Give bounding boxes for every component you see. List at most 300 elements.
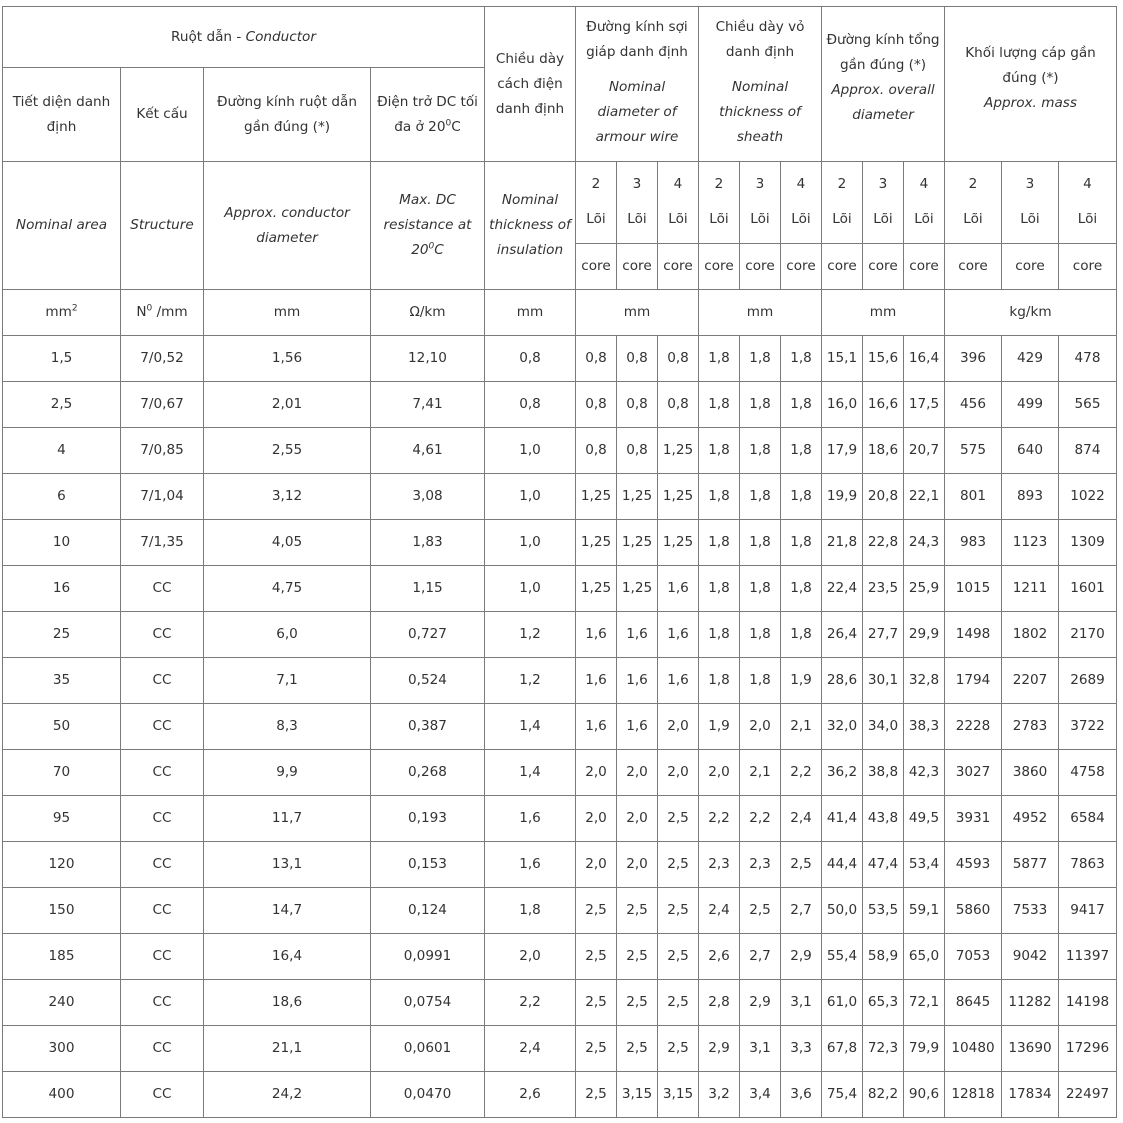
table-row xyxy=(3,934,1117,980)
table-cell: 22,4 xyxy=(822,566,863,612)
table-cell: 0,153 xyxy=(371,842,485,888)
table-cell: 70 xyxy=(3,750,121,796)
table-cell: 1,8 xyxy=(740,428,781,474)
area-header-vi: Tiết diện danh định xyxy=(3,68,121,162)
table-cell: 1,8 xyxy=(740,336,781,382)
table-cell: 53,5 xyxy=(863,888,904,934)
dc-resistance-header-en: Max. DC resistance at $20^0C$ xyxy=(371,162,485,290)
table-cell: 2,3 xyxy=(740,842,781,888)
table-cell: 7,1 xyxy=(204,658,371,704)
overall-core-label: core xyxy=(904,244,945,290)
conductor-group-header: Ruột dẫn - Conductor xyxy=(3,7,485,68)
units-row xyxy=(3,290,1117,336)
table-row xyxy=(3,750,1117,796)
table-cell: 55,4 xyxy=(822,934,863,980)
table-cell: 1,25 xyxy=(658,520,699,566)
table-cell: 13690 xyxy=(1002,1026,1059,1072)
mass-core-label: core xyxy=(1059,244,1117,290)
table-cell: 14198 xyxy=(1059,980,1117,1026)
table-cell: 2,0 xyxy=(576,796,617,842)
table-cell: 2,5 xyxy=(658,796,699,842)
table-cell: 12,10 xyxy=(371,336,485,382)
mass-core-count-4: 4 Lõi xyxy=(1059,162,1117,244)
table-cell: CC xyxy=(121,704,204,750)
table-row xyxy=(3,382,1117,428)
table-cell: 429 xyxy=(1002,336,1059,382)
table-cell: 1,25 xyxy=(658,428,699,474)
table-cell: 1,56 xyxy=(204,336,371,382)
table-cell: 42,3 xyxy=(904,750,945,796)
unit-mass: kg/km xyxy=(945,290,1117,336)
table-cell: 16,4 xyxy=(204,934,371,980)
table-row xyxy=(3,842,1117,888)
overall-core-label: core xyxy=(822,244,863,290)
table-cell: 11,7 xyxy=(204,796,371,842)
table-cell: 2,7 xyxy=(781,888,822,934)
table-cell: 1,25 xyxy=(576,520,617,566)
table-cell: CC xyxy=(121,796,204,842)
sheath-core-count-4: 4 Lõi xyxy=(781,162,822,244)
table-cell: 4 xyxy=(3,428,121,474)
table-cell: 44,4 xyxy=(822,842,863,888)
table-cell: 150 xyxy=(3,888,121,934)
table-cell: 0,8 xyxy=(576,336,617,382)
table-cell: 2,1 xyxy=(781,704,822,750)
table-row xyxy=(3,704,1117,750)
table-cell: 19,9 xyxy=(822,474,863,520)
table-cell: 2,5 xyxy=(658,980,699,1026)
table-cell: 1,6 xyxy=(617,612,658,658)
table-cell: 1,8 xyxy=(740,382,781,428)
table-cell: 6,0 xyxy=(204,612,371,658)
table-cell: 1498 xyxy=(945,612,1002,658)
table-cell: 0,8 xyxy=(576,428,617,474)
table-cell: 90,6 xyxy=(904,1072,945,1118)
table-cell: 4952 xyxy=(1002,796,1059,842)
table-cell: 1,6 xyxy=(617,658,658,704)
table-cell: 2783 xyxy=(1002,704,1059,750)
table-cell: 16,6 xyxy=(863,382,904,428)
table-row xyxy=(3,428,1117,474)
unit-conductor-diameter: mm xyxy=(204,290,371,336)
armour-core-count-2: 2 Lõi xyxy=(576,162,617,244)
table-cell: 7053 xyxy=(945,934,1002,980)
table-cell: CC xyxy=(121,750,204,796)
overall-core-count-3: 3 Lõi xyxy=(863,162,904,244)
table-cell: 36,2 xyxy=(822,750,863,796)
table-row xyxy=(3,888,1117,934)
table-cell: 2,3 xyxy=(699,842,740,888)
table-cell: 3027 xyxy=(945,750,1002,796)
table-cell: 50 xyxy=(3,704,121,750)
armour-core-count-4: 4 Lõi xyxy=(658,162,699,244)
table-cell: 1794 xyxy=(945,658,1002,704)
table-cell: 3,15 xyxy=(617,1072,658,1118)
table-cell: 95 xyxy=(3,796,121,842)
table-cell: 1,25 xyxy=(617,566,658,612)
sheath-core-count-2: 2 Lõi xyxy=(699,162,740,244)
table-cell: 2170 xyxy=(1059,612,1117,658)
table-cell: 2,5 xyxy=(576,934,617,980)
table-cell: 1,8 xyxy=(781,566,822,612)
table-cell: 14,7 xyxy=(204,888,371,934)
table-cell: 1,8 xyxy=(740,658,781,704)
table-cell: 2,55 xyxy=(204,428,371,474)
table-cell: 30,1 xyxy=(863,658,904,704)
table-cell: 3,15 xyxy=(658,1072,699,1118)
table-cell: 7,41 xyxy=(371,382,485,428)
mass-header: Khối lượng cáp gần đúng (*) Approx. mass xyxy=(945,7,1117,162)
table-cell: 7/1,04 xyxy=(121,474,204,520)
table-cell: 0,387 xyxy=(371,704,485,750)
table-cell: 1802 xyxy=(1002,612,1059,658)
table-cell: 2,2 xyxy=(485,980,576,1026)
header-row-1 xyxy=(3,7,1117,68)
table-cell: 1,8 xyxy=(781,428,822,474)
table-cell: 6 xyxy=(3,474,121,520)
table-cell: 24,2 xyxy=(204,1072,371,1118)
table-cell: 25 xyxy=(3,612,121,658)
unit-overall-diameter: mm xyxy=(822,290,945,336)
table-cell: 1,6 xyxy=(485,796,576,842)
table-cell: 2,7 xyxy=(740,934,781,980)
mass-core-count-3: 3 Lõi xyxy=(1002,162,1059,244)
table-cell: CC xyxy=(121,888,204,934)
table-cell: 28,6 xyxy=(822,658,863,704)
table-cell: 2,2 xyxy=(781,750,822,796)
structure-header-vi: Kết cấu xyxy=(121,68,204,162)
table-cell: 1,8 xyxy=(699,336,740,382)
table-row xyxy=(3,520,1117,566)
table-cell: 2,5 xyxy=(617,1026,658,1072)
table-cell: 2207 xyxy=(1002,658,1059,704)
table-cell: 10 xyxy=(3,520,121,566)
table-cell: 2,5 xyxy=(576,980,617,1026)
table-cell: 79,9 xyxy=(904,1026,945,1072)
table-cell: 7/0,52 xyxy=(121,336,204,382)
table-cell: 2,5 xyxy=(576,1026,617,1072)
table-cell: 400 xyxy=(3,1072,121,1118)
table-cell: 3,08 xyxy=(371,474,485,520)
table-cell: 2,5 xyxy=(576,888,617,934)
table-cell: 4593 xyxy=(945,842,1002,888)
table-cell: 3,12 xyxy=(204,474,371,520)
mass-core-label: core xyxy=(945,244,1002,290)
table-cell: 1,6 xyxy=(576,612,617,658)
table-cell: 35 xyxy=(3,658,121,704)
armour-core-label: core xyxy=(576,244,617,290)
table-cell: 75,4 xyxy=(822,1072,863,1118)
table-cell: 0,193 xyxy=(371,796,485,842)
table-cell: 16 xyxy=(3,566,121,612)
conductor-diameter-header-vi: Đường kính ruột dẫn gần đúng (*) xyxy=(204,68,371,162)
insulation-header-vi: Chiều dày cách điện danh định xyxy=(485,7,576,162)
table-cell: 43,8 xyxy=(863,796,904,842)
table-cell: 1,8 xyxy=(740,566,781,612)
table-cell: CC xyxy=(121,1072,204,1118)
table-cell: 38,3 xyxy=(904,704,945,750)
table-row xyxy=(3,612,1117,658)
table-cell: 0,0991 xyxy=(371,934,485,980)
table-cell: 575 xyxy=(945,428,1002,474)
table-cell: 1,8 xyxy=(781,520,822,566)
table-cell: 2,5 xyxy=(617,980,658,1026)
armour-header: Đường kính sợi giáp danh định Nominal diameter of armour wire xyxy=(576,7,699,162)
table-cell: 17,9 xyxy=(822,428,863,474)
table-cell: 1,6 xyxy=(617,704,658,750)
table-cell: 1,8 xyxy=(699,520,740,566)
table-cell: 2,5 xyxy=(658,934,699,980)
table-cell: 1,8 xyxy=(699,566,740,612)
table-cell: 47,4 xyxy=(863,842,904,888)
table-cell: 1,8 xyxy=(781,382,822,428)
unit-dc-resistance: Ω/km xyxy=(371,290,485,336)
table-row xyxy=(3,1072,1117,1118)
table-cell: 1,8 xyxy=(699,428,740,474)
table-cell: 0,8 xyxy=(617,336,658,382)
table-cell: 11397 xyxy=(1059,934,1117,980)
table-cell: 1,15 xyxy=(371,566,485,612)
table-cell: 20,8 xyxy=(863,474,904,520)
sheath-core-count-3: 3 Lõi xyxy=(740,162,781,244)
table-cell: 1,8 xyxy=(699,658,740,704)
table-cell: 1015 xyxy=(945,566,1002,612)
table-cell: 8645 xyxy=(945,980,1002,1026)
table-cell: 17,5 xyxy=(904,382,945,428)
table-cell: 1211 xyxy=(1002,566,1059,612)
overall-diameter-header: Đường kính tổng gần đúng (*) Approx. overall diameter xyxy=(822,7,945,162)
table-cell: 1309 xyxy=(1059,520,1117,566)
table-cell: 1,2 xyxy=(485,612,576,658)
table-cell: CC xyxy=(121,1026,204,1072)
table-cell: 1,6 xyxy=(658,612,699,658)
table-cell: 18,6 xyxy=(863,428,904,474)
table-cell: 1,8 xyxy=(699,382,740,428)
table-cell: 2,0 xyxy=(617,750,658,796)
table-cell: 0,8 xyxy=(658,336,699,382)
table-cell: 5877 xyxy=(1002,842,1059,888)
table-cell: 2,0 xyxy=(617,842,658,888)
sheath-core-label: core xyxy=(740,244,781,290)
table-cell: 6584 xyxy=(1059,796,1117,842)
table-cell: 0,8 xyxy=(485,336,576,382)
table-cell: 893 xyxy=(1002,474,1059,520)
table-cell: 2,5 xyxy=(740,888,781,934)
table-cell: 0,8 xyxy=(485,382,576,428)
table-cell: 7/0,67 xyxy=(121,382,204,428)
table-cell: 1,9 xyxy=(699,704,740,750)
table-cell: 65,0 xyxy=(904,934,945,980)
sheath-core-label: core xyxy=(781,244,822,290)
table-cell: 2,5 xyxy=(658,842,699,888)
table-cell: 0,8 xyxy=(576,382,617,428)
table-cell: 2,0 xyxy=(699,750,740,796)
table-cell: 1,9 xyxy=(781,658,822,704)
table-cell: 1,6 xyxy=(576,658,617,704)
table-cell: 1,8 xyxy=(781,336,822,382)
table-cell: 4,05 xyxy=(204,520,371,566)
unit-area: $mm^2$ xyxy=(3,290,121,336)
table-cell: 7/0,85 xyxy=(121,428,204,474)
table-cell: 23,5 xyxy=(863,566,904,612)
mass-core-label: core xyxy=(1002,244,1059,290)
table-cell: 1,8 xyxy=(740,612,781,658)
table-cell: 0,727 xyxy=(371,612,485,658)
table-cell: 9042 xyxy=(1002,934,1059,980)
table-cell: 0,8 xyxy=(617,382,658,428)
unit-armour: mm xyxy=(576,290,699,336)
table-cell: 2,6 xyxy=(485,1072,576,1118)
table-cell: 24,3 xyxy=(904,520,945,566)
table-cell: 1,8 xyxy=(781,474,822,520)
overall-core-count-2: 2 Lõi xyxy=(822,162,863,244)
table-cell: 9,9 xyxy=(204,750,371,796)
table-cell: 22,1 xyxy=(904,474,945,520)
table-cell: 4758 xyxy=(1059,750,1117,796)
unit-sheath: mm xyxy=(699,290,822,336)
table-cell: 1,6 xyxy=(658,658,699,704)
table-cell: 13,1 xyxy=(204,842,371,888)
table-cell: 2,6 xyxy=(699,934,740,980)
table-row xyxy=(3,980,1117,1026)
table-cell: 1,6 xyxy=(658,566,699,612)
armour-core-label: core xyxy=(617,244,658,290)
table-cell: 65,3 xyxy=(863,980,904,1026)
cable-spec-table xyxy=(2,6,1117,1118)
table-cell: 2,2 xyxy=(740,796,781,842)
table-row xyxy=(3,336,1117,382)
overall-core-label: core xyxy=(863,244,904,290)
table-row xyxy=(3,566,1117,612)
table-cell: 2,4 xyxy=(699,888,740,934)
table-cell: 2,0 xyxy=(617,796,658,842)
table-cell: 1,0 xyxy=(485,428,576,474)
table-cell: 26,4 xyxy=(822,612,863,658)
table-cell: 2,0 xyxy=(658,704,699,750)
table-cell: 3,6 xyxy=(781,1072,822,1118)
table-cell: 1,0 xyxy=(485,520,576,566)
area-header-en: Nominal area xyxy=(3,162,121,290)
table-cell: CC xyxy=(121,934,204,980)
table-cell: 2,8 xyxy=(699,980,740,1026)
table-cell: 0,268 xyxy=(371,750,485,796)
table-cell: 1601 xyxy=(1059,566,1117,612)
table-cell: 7863 xyxy=(1059,842,1117,888)
table-cell: 16,4 xyxy=(904,336,945,382)
table-body xyxy=(3,7,1117,1118)
table-cell: 1,25 xyxy=(576,474,617,520)
overall-core-count-4: 4 Lõi xyxy=(904,162,945,244)
table-cell: 1,5 xyxy=(3,336,121,382)
table-cell: CC xyxy=(121,658,204,704)
table-cell: 1,25 xyxy=(658,474,699,520)
table-cell: 25,9 xyxy=(904,566,945,612)
table-cell: 10480 xyxy=(945,1026,1002,1072)
table-cell: 17296 xyxy=(1059,1026,1117,1072)
table-cell: 1,0 xyxy=(485,474,576,520)
table-cell: 2,9 xyxy=(781,934,822,980)
table-cell: 640 xyxy=(1002,428,1059,474)
table-cell: 1,25 xyxy=(617,520,658,566)
table-cell: 3,3 xyxy=(781,1026,822,1072)
table-cell: 53,4 xyxy=(904,842,945,888)
table-cell: 49,5 xyxy=(904,796,945,842)
table-cell: 3,1 xyxy=(781,980,822,1026)
table-cell: 2,01 xyxy=(204,382,371,428)
table-cell: 1,6 xyxy=(576,704,617,750)
table-cell: 11282 xyxy=(1002,980,1059,1026)
table-cell: 15,6 xyxy=(863,336,904,382)
table-cell: 1,8 xyxy=(485,888,576,934)
mass-core-count-2: 2 Lõi xyxy=(945,162,1002,244)
table-cell: 2,9 xyxy=(740,980,781,1026)
table-cell: 61,0 xyxy=(822,980,863,1026)
table-cell: 2,5 xyxy=(576,1072,617,1118)
table-cell: 1,25 xyxy=(617,474,658,520)
table-cell: 4,75 xyxy=(204,566,371,612)
table-cell: 5860 xyxy=(945,888,1002,934)
table-cell: 34,0 xyxy=(863,704,904,750)
table-cell: 1,0 xyxy=(485,566,576,612)
table-cell: 72,3 xyxy=(863,1026,904,1072)
table-cell: 9417 xyxy=(1059,888,1117,934)
table-cell: 32,8 xyxy=(904,658,945,704)
table-row xyxy=(3,1026,1117,1072)
table-cell: 22497 xyxy=(1059,1072,1117,1118)
table-cell: 72,1 xyxy=(904,980,945,1026)
table-row xyxy=(3,474,1117,520)
table-row xyxy=(3,658,1117,704)
table-cell: 82,2 xyxy=(863,1072,904,1118)
table-cell: 0,124 xyxy=(371,888,485,934)
table-cell: 38,8 xyxy=(863,750,904,796)
table-cell: 499 xyxy=(1002,382,1059,428)
table-cell: 2228 xyxy=(945,704,1002,750)
table-cell: 1,8 xyxy=(699,474,740,520)
table-cell: 2,1 xyxy=(740,750,781,796)
table-cell: 12818 xyxy=(945,1072,1002,1118)
table-cell: 874 xyxy=(1059,428,1117,474)
table-cell: 1,25 xyxy=(576,566,617,612)
insulation-header-en: Nominal thickness of insulation xyxy=(485,162,576,290)
sheath-core-label: core xyxy=(699,244,740,290)
table-cell: 0,8 xyxy=(617,428,658,474)
table-cell: 29,9 xyxy=(904,612,945,658)
table-cell: 2,0 xyxy=(576,842,617,888)
table-cell: 32,0 xyxy=(822,704,863,750)
table-cell: 185 xyxy=(3,934,121,980)
header-row-3 xyxy=(3,162,1117,244)
sheath-header: Chiều dày vỏ danh định Nominal thickness of sheath xyxy=(699,7,822,162)
table-cell: 396 xyxy=(945,336,1002,382)
table-cell: 456 xyxy=(945,382,1002,428)
table-cell: 50,0 xyxy=(822,888,863,934)
table-row xyxy=(3,796,1117,842)
table-cell: 2,2 xyxy=(699,796,740,842)
table-cell: 300 xyxy=(3,1026,121,1072)
table-cell: 2,0 xyxy=(576,750,617,796)
table-cell: 0,524 xyxy=(371,658,485,704)
table-cell: 565 xyxy=(1059,382,1117,428)
table-cell: 2,0 xyxy=(740,704,781,750)
table-cell: 3860 xyxy=(1002,750,1059,796)
table-cell: 41,4 xyxy=(822,796,863,842)
table-cell: CC xyxy=(121,612,204,658)
armour-core-label: core xyxy=(658,244,699,290)
table-cell: 8,3 xyxy=(204,704,371,750)
table-cell: CC xyxy=(121,566,204,612)
table-cell: 0,0754 xyxy=(371,980,485,1026)
